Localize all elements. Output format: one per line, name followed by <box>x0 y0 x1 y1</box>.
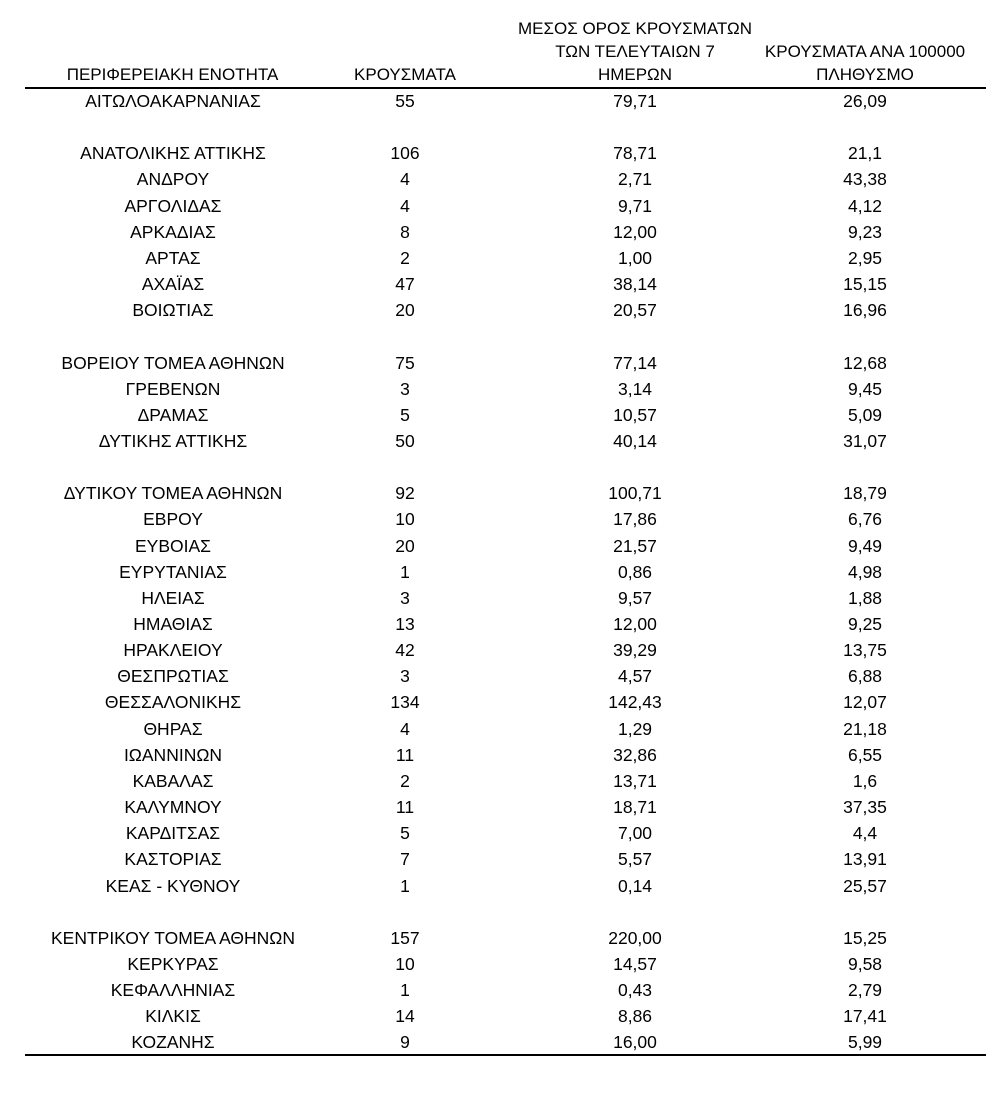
cases-per-100k-cell: 6,88 <box>847 666 883 687</box>
table-row <box>0 140 986 166</box>
region-cell: ΙΩΑΝΝΙΝΩΝ <box>123 744 223 765</box>
header-region <box>40 63 305 86</box>
cases-cell: 4 <box>400 169 410 190</box>
cases-per-100k-cell: 12,07 <box>843 692 887 713</box>
cases-cell: 9 <box>400 1032 410 1053</box>
region-cell: ΗΜΑΘΙΑΣ <box>133 614 213 634</box>
table-row <box>0 742 986 768</box>
avg-7day-cell: 100,71 <box>608 483 662 504</box>
avg-7day-cell: 2,71 <box>617 169 653 190</box>
header-cases-per-100k <box>745 40 985 86</box>
cases-per-100k-cell: 9,45 <box>847 378 883 399</box>
cases-cell: 1 <box>400 561 410 582</box>
table-row <box>0 716 986 742</box>
cases-per-100k-cell: 1,88 <box>847 587 883 608</box>
cases-cell: 5 <box>400 404 410 425</box>
cases-per-100k-cell: 25,57 <box>843 875 887 896</box>
cases-per-100k-cell: 9,58 <box>847 953 883 974</box>
avg-7day-cell: 9,57 <box>617 587 653 608</box>
avg-7day-cell: 16,00 <box>613 1032 657 1053</box>
region-cell: ΔΥΤΙΚΗΣ ΑΤΤΙΚΗΣ <box>98 430 248 451</box>
avg-7day-cell: 38,14 <box>613 274 657 295</box>
cases-per-100k-cell: 5,09 <box>847 404 883 425</box>
avg-7day-cell: 32,86 <box>613 744 657 765</box>
table-row <box>0 533 986 559</box>
table-row <box>0 428 986 454</box>
region-cell: ΕΒΡΟΥ <box>143 509 203 530</box>
avg-7day-cell: 3,14 <box>617 378 653 399</box>
table-row <box>0 88 986 114</box>
cases-cell: 75 <box>395 352 415 373</box>
header-cases-per-100k-line-2: ΠΛΗΘΥΣΜΟ <box>816 65 914 84</box>
table-row <box>0 1003 986 1029</box>
table-row <box>0 402 986 428</box>
cases-cell: 1 <box>400 875 410 896</box>
cases-cell: 55 <box>395 91 415 111</box>
cases-cell: 42 <box>395 640 415 661</box>
table-row <box>0 506 986 532</box>
table-row <box>0 1029 986 1055</box>
cases-cell: 13 <box>395 614 415 634</box>
avg-7day-cell: 9,71 <box>617 195 653 216</box>
region-cell: ΑΝΑΤΟΛΙΚΗΣ ΑΤΤΙΚΗΣ <box>80 143 266 164</box>
cases-cell: 106 <box>390 143 420 164</box>
avg-7day-cell: 220,00 <box>608 927 662 948</box>
cases-cell: 2 <box>400 247 410 268</box>
cases-per-100k-cell: 13,75 <box>843 640 887 661</box>
cases-per-100k-cell: 13,91 <box>843 849 887 870</box>
region-cell: ΗΡΑΚΛΕΙΟΥ <box>123 640 223 661</box>
header-region-line: ΠΕΡΙΦΕΡΕΙΑΚΗ ΕΝΟΤΗΤΑ <box>66 65 279 84</box>
cases-per-100k-cell: 37,35 <box>843 797 887 818</box>
cases-cell: 20 <box>395 535 415 556</box>
table-row <box>0 376 986 402</box>
region-cell: ΚΟΖΑΝΗΣ <box>131 1032 215 1053</box>
region-cell: ΚΑΡΔΙΤΣΑΣ <box>125 823 221 844</box>
cases-per-100k-cell: 15,25 <box>843 927 887 948</box>
region-cell: ΕΥΒΟΙΑΣ <box>135 535 211 556</box>
cases-per-100k-cell: 9,25 <box>847 614 883 634</box>
region-cell: ΚΑΒΑΛΑΣ <box>132 770 214 791</box>
table-row <box>0 768 986 794</box>
cases-cell: 47 <box>395 274 415 295</box>
region-cell: ΕΥΡΥΤΑΝΙΑΣ <box>119 561 227 582</box>
table-row <box>0 219 986 245</box>
cases-per-100k-cell: 43,38 <box>843 169 887 190</box>
cases-per-100k-cell: 2,79 <box>847 980 883 1001</box>
cases-cell: 7 <box>400 849 410 870</box>
region-cell: ΒΟΡΕΙΟΥ ΤΟΜΕΑ ΑΘΗΝΩΝ <box>61 352 285 373</box>
region-cell: ΑΡΚΑΔΙΑΣ <box>130 221 216 242</box>
table-row <box>0 166 986 192</box>
cases-cell: 1 <box>400 980 410 1001</box>
cases-cell: 2 <box>400 770 410 791</box>
avg-7day-cell: 20,57 <box>613 300 657 321</box>
table-row <box>0 559 986 585</box>
cases-per-100k-cell: 15,15 <box>843 274 887 295</box>
region-cell: ΚΕΑΣ - ΚΥΘΝΟΥ <box>105 875 241 896</box>
cases-per-100k-cell: 4,98 <box>847 561 883 582</box>
cases-cell: 5 <box>400 823 410 844</box>
region-cell: ΑΝΔΡΟΥ <box>136 169 210 190</box>
cases-cell: 92 <box>395 483 415 504</box>
table-row <box>0 297 986 323</box>
cases-per-100k-cell: 18,79 <box>843 483 887 504</box>
cases-cell: 3 <box>400 666 410 687</box>
cases-per-100k-cell: 5,99 <box>847 1032 883 1053</box>
cases-per-100k-cell: 21,18 <box>843 718 887 739</box>
region-cell: ΚΕΝΤΡΙΚΟΥ ΤΟΜΕΑ ΑΘΗΝΩΝ <box>50 927 296 948</box>
avg-7day-cell: 10,57 <box>613 404 657 425</box>
header-7day-average-line-2: ΤΩΝ ΤΕΛΕΥΤΑΙΩΝ 7 <box>555 42 715 61</box>
cases-per-100k-cell: 12,68 <box>843 352 887 373</box>
cases-cell: 3 <box>400 378 410 399</box>
region-cell: ΔΡΑΜΑΣ <box>137 404 209 425</box>
avg-7day-cell: 17,86 <box>613 509 657 530</box>
header-cases-per-100k-line-1: ΚΡΟΥΣΜΑΤΑ ΑΝΑ 100000 <box>764 42 966 61</box>
cases-per-100k-cell: 4,4 <box>852 823 878 844</box>
cases-cell: 11 <box>395 744 415 765</box>
table-row <box>0 663 986 689</box>
avg-7day-cell: 8,86 <box>617 1006 653 1027</box>
cases-cell: 11 <box>395 797 415 818</box>
cases-cell: 4 <box>400 718 410 739</box>
cases-per-100k-cell: 21,1 <box>847 143 883 164</box>
cases-per-100k-cell: 6,55 <box>847 744 883 765</box>
cases-per-100k-cell: 9,49 <box>847 535 883 556</box>
avg-7day-cell: 5,57 <box>617 849 653 870</box>
avg-7day-cell: 39,29 <box>613 640 657 661</box>
region-cell: ΑΡΤΑΣ <box>145 247 201 268</box>
cases-per-100k-cell: 9,23 <box>847 221 883 242</box>
avg-7day-cell: 78,71 <box>613 143 657 164</box>
cases-cell: 10 <box>395 953 415 974</box>
cases-cell: 10 <box>395 509 415 530</box>
region-cell: ΘΕΣΠΡΩΤΙΑΣ <box>117 666 229 687</box>
cases-per-100k-cell: 16,96 <box>843 300 887 321</box>
header-7day-average <box>495 17 775 86</box>
table-row <box>0 480 986 506</box>
region-cell: ΚΙΛΚΙΣ <box>145 1006 201 1027</box>
region-cell: ΑΡΓΟΛΙΔΑΣ <box>124 195 222 216</box>
avg-7day-cell: 40,14 <box>613 430 657 451</box>
table-row <box>0 350 986 376</box>
cases-per-100k-cell: 31,07 <box>843 430 887 451</box>
avg-7day-cell: 12,00 <box>613 221 657 242</box>
avg-7day-cell: 21,57 <box>613 535 657 556</box>
avg-7day-cell: 13,71 <box>613 770 657 791</box>
table-row <box>0 977 986 1003</box>
region-cell: ΚΕΡΚΥΡΑΣ <box>127 953 219 974</box>
cases-per-100k-cell: 1,6 <box>852 770 878 791</box>
cases-per-100k-cell: 26,09 <box>843 91 887 111</box>
cases-per-100k-cell: 6,76 <box>847 509 883 530</box>
avg-7day-cell: 0,43 <box>617 980 653 1001</box>
avg-7day-cell: 0,86 <box>617 561 653 582</box>
avg-7day-cell: 142,43 <box>608 692 662 713</box>
avg-7day-cell: 1,00 <box>617 247 653 268</box>
table-row <box>0 846 986 872</box>
avg-7day-cell: 1,29 <box>617 718 653 739</box>
region-cell: ΓΡΕΒΕΝΩΝ <box>125 378 221 399</box>
table-row <box>0 271 986 297</box>
region-cell: ΗΛΕΙΑΣ <box>141 587 205 608</box>
header-7day-average-line-3: ΗΜΕΡΩΝ <box>597 65 673 84</box>
table-row <box>0 925 986 951</box>
table-row <box>0 820 986 846</box>
avg-7day-cell: 77,14 <box>613 352 657 373</box>
cases-per-100k-cell: 2,95 <box>847 247 883 268</box>
region-cell: ΔΥΤΙΚΟΥ ΤΟΜΕΑ ΑΘΗΝΩΝ <box>63 483 283 504</box>
table-row <box>0 637 986 663</box>
cases-cell: 8 <box>400 221 410 242</box>
avg-7day-cell: 7,00 <box>617 823 653 844</box>
table-row <box>0 951 986 977</box>
avg-7day-cell: 14,57 <box>613 953 657 974</box>
avg-7day-cell: 4,57 <box>617 666 653 687</box>
region-cell: ΑΧΑΪΑΣ <box>141 274 205 295</box>
avg-7day-cell: 18,71 <box>613 797 657 818</box>
region-cell: ΚΑΛΥΜΝΟΥ <box>124 797 222 818</box>
table-bottom-border <box>25 1054 986 1056</box>
cases-cell: 20 <box>395 300 415 321</box>
table-row <box>0 873 986 899</box>
cases-per-100k-cell: 4,12 <box>847 195 883 216</box>
table-row <box>0 689 986 715</box>
cases-cell: 14 <box>395 1006 415 1027</box>
region-cell: ΒΟΙΩΤΙΑΣ <box>132 300 214 321</box>
cases-cell: 3 <box>400 587 410 608</box>
avg-7day-cell: 0,14 <box>617 875 653 896</box>
header-cases <box>330 63 480 86</box>
cases-cell: 157 <box>390 927 420 948</box>
region-cell: ΘΗΡΑΣ <box>143 718 203 739</box>
avg-7day-cell: 12,00 <box>613 614 657 634</box>
cases-cell: 50 <box>395 430 415 451</box>
table-row <box>0 245 986 271</box>
header-7day-average-line-1: ΜΕΣΟΣ ΟΡΟΣ ΚΡΟΥΣΜΑΤΩΝ <box>518 19 752 38</box>
table-row <box>0 585 986 611</box>
table-row <box>0 611 986 637</box>
table-row <box>0 794 986 820</box>
region-cell: ΘΕΣΣΑΛΟΝΙΚΗΣ <box>104 692 242 713</box>
cases-per-100k-cell: 17,41 <box>843 1006 887 1027</box>
region-cell: ΑΙΤΩΛΟΑΚΑΡΝΑΝΙΑΣ <box>85 91 261 111</box>
region-cell: ΚΕΦΑΛΛΗΝΙΑΣ <box>110 980 236 1001</box>
cases-cell: 134 <box>390 692 420 713</box>
avg-7day-cell: 79,71 <box>613 91 657 111</box>
cases-cell: 4 <box>400 195 410 216</box>
region-cell: ΚΑΣΤΟΡΙΑΣ <box>124 849 222 870</box>
table-row <box>0 193 986 219</box>
header-cases-line: ΚΡΟΥΣΜΑΤΑ <box>354 65 456 84</box>
